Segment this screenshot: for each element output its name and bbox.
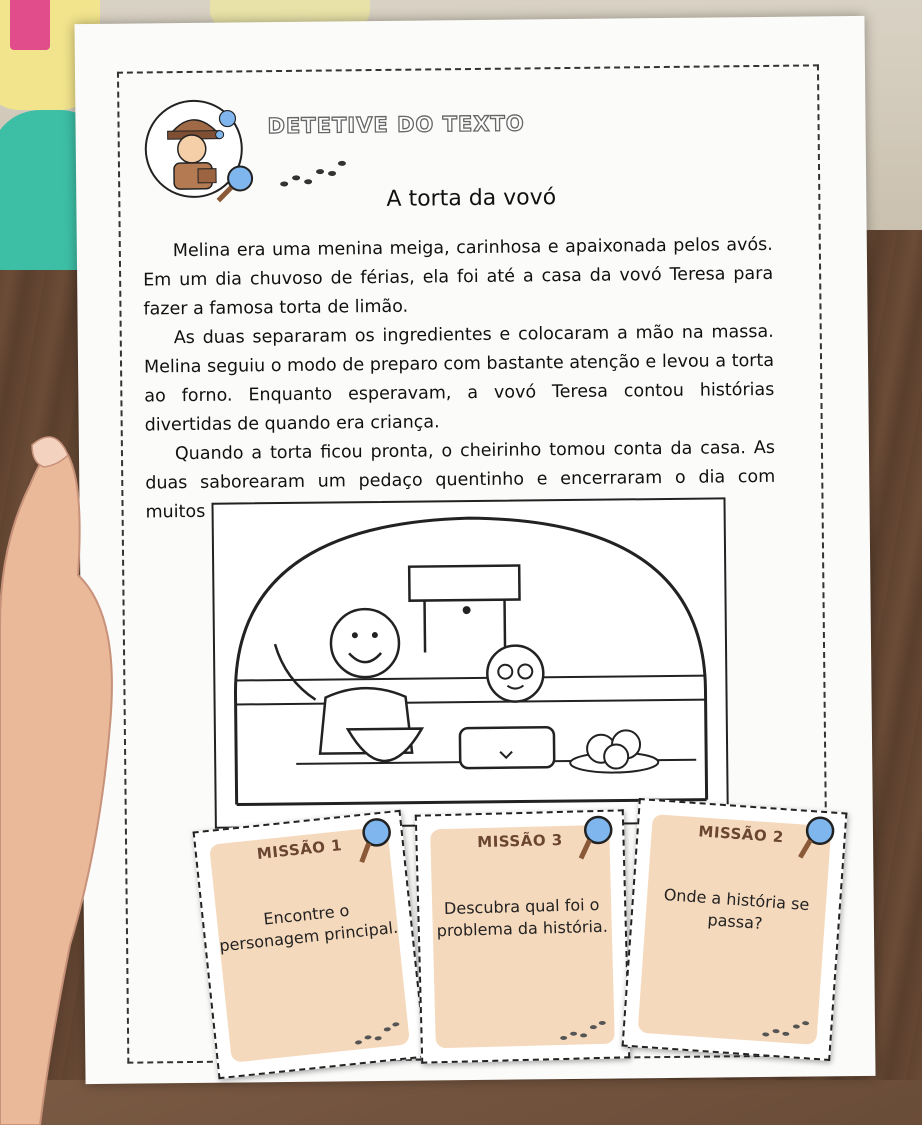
magnifying-glass-icon [576, 814, 615, 863]
story-title: A torta da vovó [386, 185, 557, 212]
mission-card [415, 809, 630, 1063]
mission-label: MISSÃO 3 [477, 830, 563, 852]
mission-text: Onde a história se passa? [663, 885, 810, 933]
story-paragraph: Quando a torta ficou pronta, o cheirinho tomou conta da casa. As duas saborearam um pedaço quentinho e encerraram o dia com muitos sorrisos. [145, 437, 776, 523]
worksheet-header: DETETIVE DO TEXTO [267, 111, 525, 139]
mission-card [622, 798, 848, 1061]
magnifying-glass-icon [796, 813, 837, 864]
footprints-icon [350, 1016, 403, 1049]
mission-card [193, 810, 427, 1079]
mission-text: Encontre o personagem principal. [218, 900, 399, 956]
mission-text: Descubra qual foi o problema da história. [436, 894, 609, 941]
magnifying-glass-icon [353, 815, 396, 867]
footprints-icon [557, 1015, 608, 1044]
story-paragraph: As duas separaram os ingredientes e colocaram a mão na massa. Melina seguiu o modo de preparo com bastante atenção e levou a torta ao forno. Enquanto esperavam, a vovó Teresa contou histórias divertidas de quando era criança. [143, 321, 775, 436]
kitchen-illustration [211, 497, 728, 828]
footprints-icon [276, 151, 348, 192]
story-paragraph: Melina era uma menina meiga, carinhosa e apaixonada pelos avós. Em um dia chuvoso de férias, ela foi até a casa da vovó Teresa para fazer a famosa torta de limão. [143, 234, 774, 320]
hand [0, 425, 160, 1125]
mission-label: MISSÃO 1 [256, 836, 343, 863]
footprints-icon [759, 1012, 811, 1043]
mission-label: MISSÃO 2 [697, 822, 785, 847]
pink-pencil [10, 0, 50, 50]
story-text [143, 231, 776, 528]
